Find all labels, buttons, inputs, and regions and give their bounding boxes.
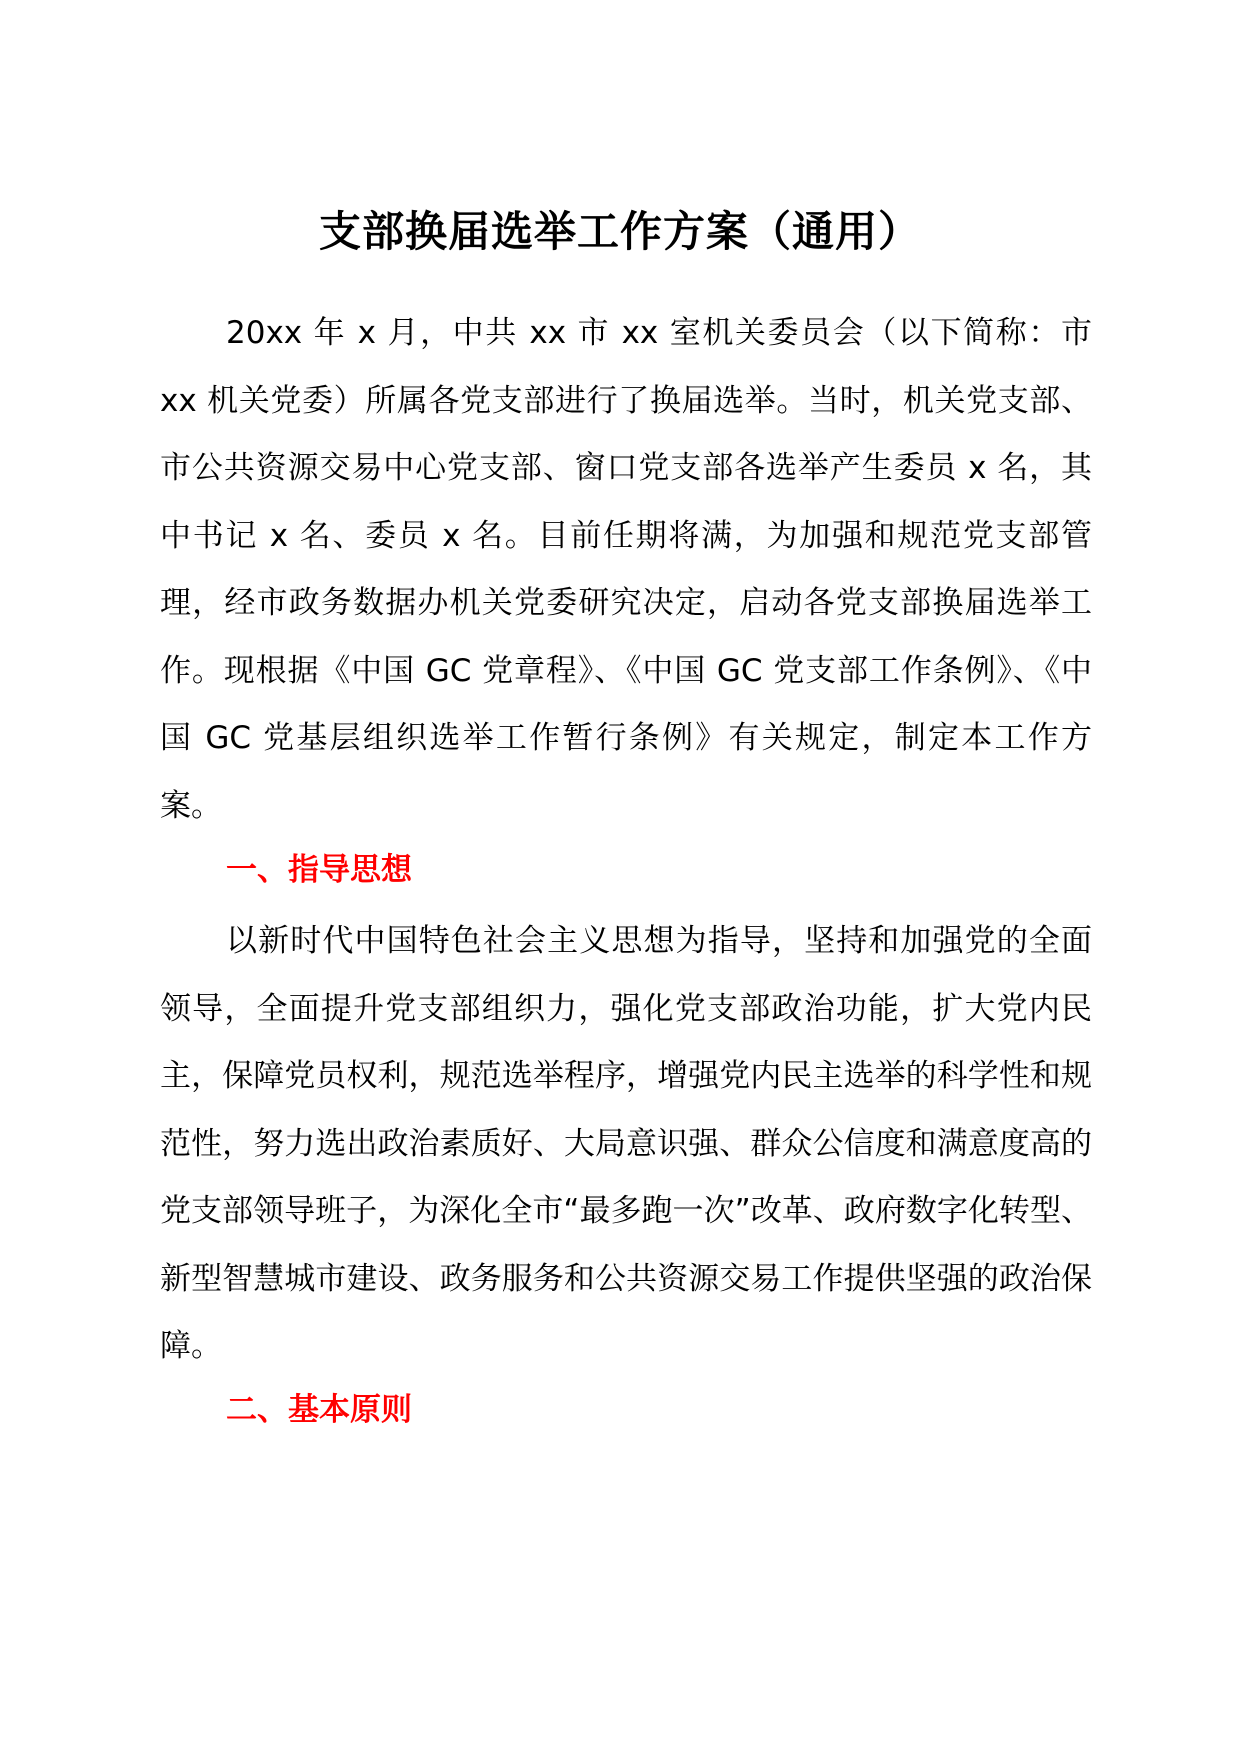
section-heading-basic-principles: 二、基本原则 — [226, 1392, 412, 1428]
intro-paragraph: 20xx 年 x 月，中共 xx 市 xx 室机关委员会（以下简称：市 xx 机关党委）所属各党支部进行了换届选举。当时，机关党支部、市公共资源交易中心党支部、窗口党支部各选举产生委员 x 名，其中书记 x 名、委员 x 名。目前任期将满，为加强和规范党支部管理，经市政务数据办机关党委研究决定，启动各党支部换届选举工作。现根据《中国 GC 党章程》、《中国 GC 党支部工作条例》、《中国 GC 党基层组织选举工作暂行条例》有关规定，制定本工作方案。 — [160, 315, 1092, 824]
guiding-ideology-paragraph: 以新时代中国特色社会主义思想为指导，坚持和加强党的全面领导，全面提升党支部组织力，强化党支部政治功能，扩大党内民主，保障党员权利，规范选举程序，增强党内民主选举的科学性和规范性，努力选出政治素质好、大局意识强、群众公信度和满意度高的党支部领导班子，为深化全市“最多跑一次”改革、政府数字化转型、新型智慧城市建设、政务服务和公共资源交易工作提供坚强的政治保障。 — [160, 923, 1092, 1364]
document-title: 支部换届选举工作方案（通用） — [318, 207, 921, 256]
section-heading-guiding-ideology: 一、指导思想 — [226, 852, 412, 888]
